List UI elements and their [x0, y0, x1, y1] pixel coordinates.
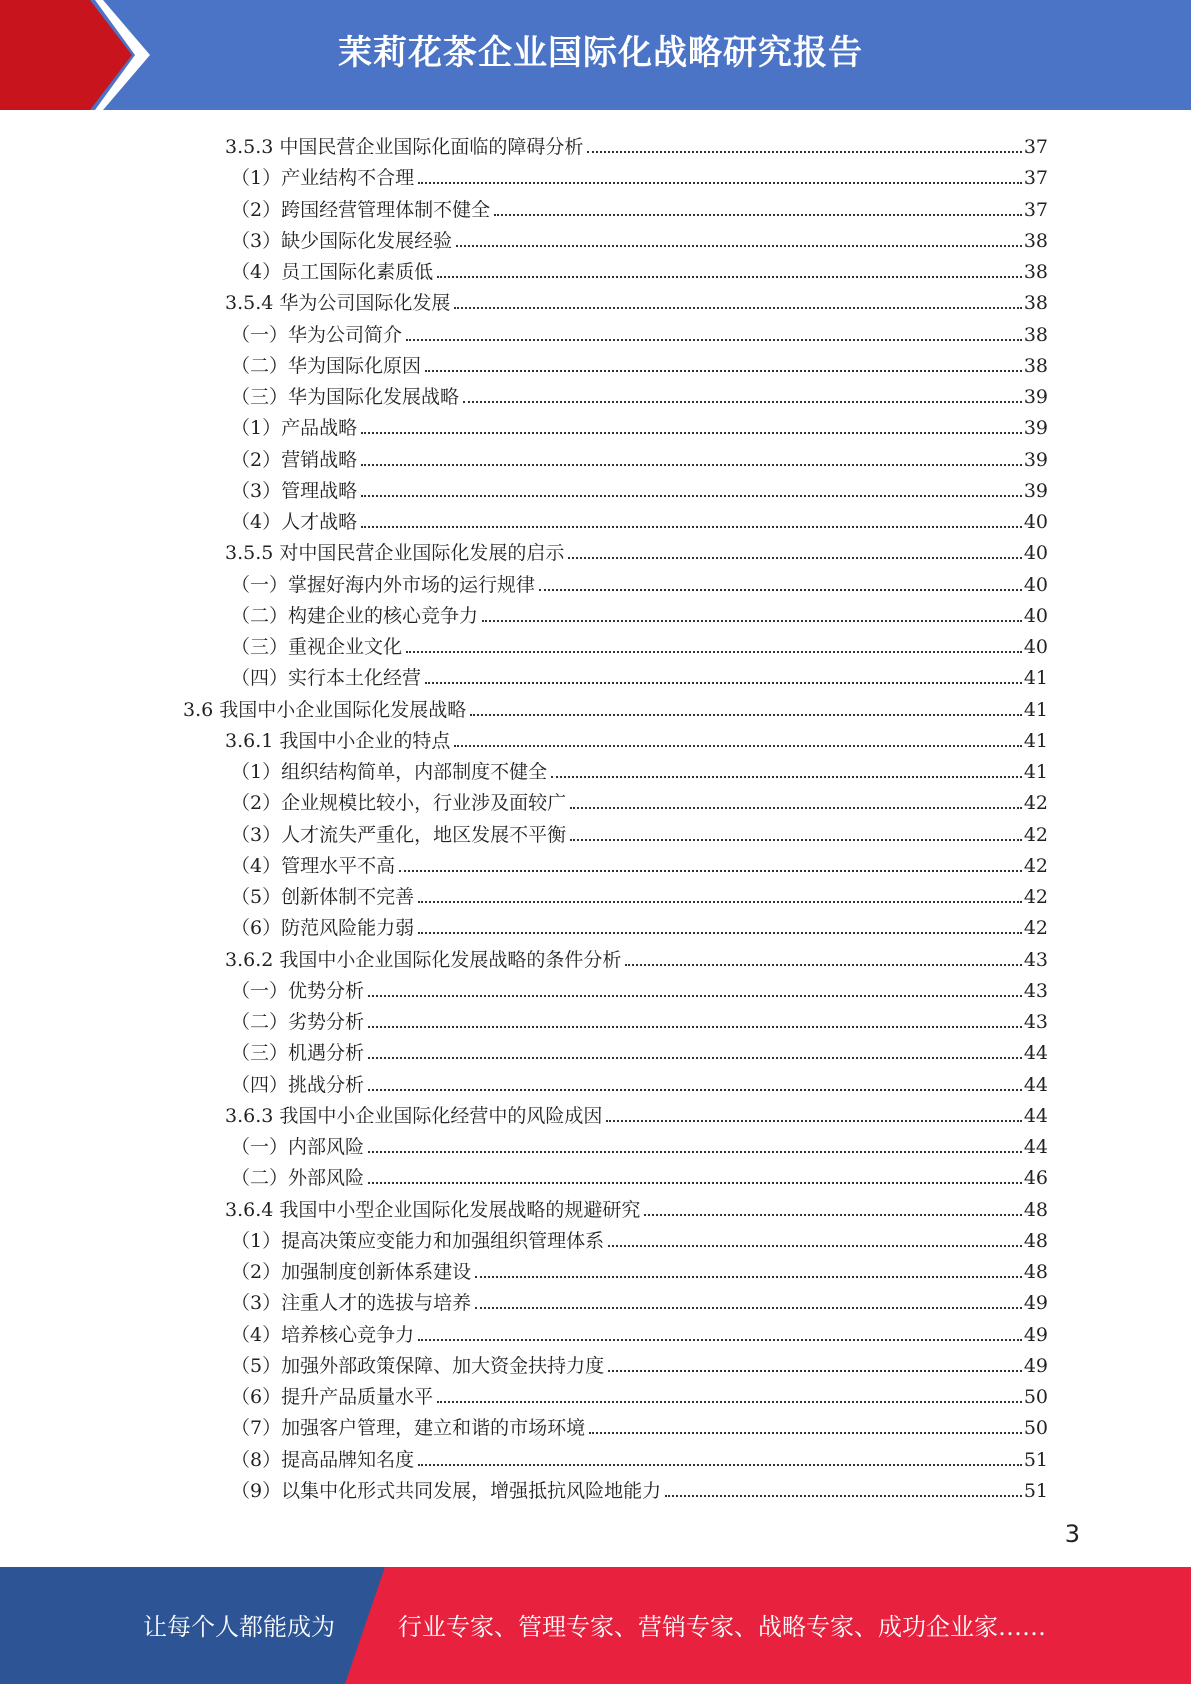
toc-dot-leader — [406, 651, 1022, 653]
toc-entry-title: （二）劣势分析 — [231, 1011, 365, 1033]
toc-entry[interactable] — [231, 1441, 1048, 1472]
toc-entry-page: 49 — [1023, 1323, 1048, 1346]
toc-entry-page: 39 — [1023, 386, 1048, 408]
toc-entry-page: 37 — [1023, 198, 1048, 221]
toc-entry-page: 40 — [1023, 604, 1048, 627]
toc-entry-page: 38 — [1023, 261, 1048, 283]
page-number: 3 — [1064, 1520, 1080, 1548]
toc-entry-title: （一）内部风险 — [231, 1136, 365, 1158]
toc-entry-title: 3.6 我国中小企业国际化发展战略 — [183, 698, 467, 721]
toc-entry-title: （二）构建企业的核心竞争力 — [231, 604, 479, 627]
footer-slogan-right: 行业专家、管理专家、营销专家、战略专家、成功企业家…… — [398, 1613, 1046, 1641]
toc-entry-title: （4）员工国际化素质低 — [231, 261, 434, 283]
toc-entry-title: （3）管理战略 — [231, 479, 358, 502]
toc-entry-page: 40 — [1023, 636, 1048, 658]
toc-entry-page: 41 — [1023, 698, 1048, 721]
toc-entry-title: （7）加强客户管理，建立和谐的市场环境 — [231, 1417, 586, 1440]
toc-dot-leader — [361, 432, 1022, 434]
toc-dot-leader — [368, 1151, 1022, 1153]
toc-dot-leader — [539, 589, 1022, 591]
toc-entry[interactable] — [231, 1472, 1048, 1503]
toc-entry-page: 41 — [1023, 729, 1048, 752]
toc-entry-title: （一）优势分析 — [231, 979, 365, 1002]
toc-entry-title: 3.6.4 我国中小型企业国际化发展战略的规避研究 — [225, 1198, 641, 1221]
toc-entry-page: 37 — [1023, 136, 1048, 158]
toc-dot-leader — [361, 526, 1022, 528]
toc-entry-page: 49 — [1023, 1354, 1048, 1377]
toc-entry-page: 44 — [1023, 1104, 1048, 1127]
toc-entry-title: （二）外部风险 — [231, 1167, 365, 1190]
toc-dot-leader — [368, 1182, 1022, 1184]
toc-dot-leader — [551, 776, 1022, 778]
toc-entry-title: （2）加强制度创新体系建设 — [231, 1261, 472, 1283]
toc-entry[interactable] — [231, 409, 1048, 440]
toc-entry-title: （三）机遇分析 — [231, 1042, 365, 1065]
toc-entry[interactable] — [231, 159, 1048, 190]
toc-dot-leader — [625, 964, 1021, 966]
toc-dot-leader — [570, 807, 1022, 809]
toc-entry-page: 44 — [1023, 1042, 1048, 1065]
toc-entry[interactable] — [231, 503, 1048, 534]
toc-entry[interactable] — [231, 347, 1048, 378]
toc-entry-title: （三）重视企业文化 — [231, 636, 403, 658]
toc-entry-page: 50 — [1023, 1417, 1048, 1440]
toc-entry-page: 39 — [1023, 448, 1048, 471]
toc-entry-title: 3.6.2 我国中小企业国际化发展战略的条件分析 — [225, 948, 622, 971]
toc-dot-leader — [568, 557, 1021, 559]
toc-entry[interactable] — [225, 1191, 1048, 1222]
toc-entry-page: 40 — [1023, 573, 1048, 596]
toc-dot-leader — [418, 182, 1022, 184]
toc-dot-leader — [368, 1057, 1022, 1059]
toc-dot-leader — [587, 151, 1021, 153]
toc-dot-leader — [475, 1307, 1022, 1309]
toc-entry-title: 3.5.5 对中国民营企业国际化发展的启示 — [225, 542, 565, 565]
toc-entry[interactable] — [231, 816, 1048, 847]
page-header — [0, 0, 1191, 110]
toc-dot-leader — [418, 932, 1022, 934]
toc-entry-page: 42 — [1023, 917, 1048, 940]
toc-entry-page: 48 — [1023, 1261, 1048, 1283]
toc-entry-page: 38 — [1023, 292, 1048, 315]
toc-entry-page: 42 — [1023, 823, 1048, 846]
toc-entry[interactable] — [225, 722, 1048, 753]
toc-entry-page: 44 — [1023, 1136, 1048, 1158]
toc-entry-title: （2）营销战略 — [231, 448, 358, 471]
toc-entry-page: 44 — [1023, 1073, 1048, 1096]
toc-dot-leader — [494, 214, 1022, 216]
toc-dot-leader — [608, 1245, 1022, 1247]
toc-dot-leader — [368, 1089, 1022, 1091]
toc-dot-leader — [418, 901, 1022, 903]
toc-dot-leader — [606, 1120, 1021, 1122]
toc-dot-leader — [665, 1495, 1022, 1497]
toc-entry-title: （5）加强外部政策保障、加大资金扶持力度 — [231, 1354, 605, 1377]
toc-entry[interactable] — [231, 1003, 1048, 1034]
toc-entry-title: 3.6.3 我国中小企业国际化经营中的风险成因 — [225, 1104, 603, 1127]
toc-dot-leader — [361, 464, 1022, 466]
toc-entry[interactable] — [231, 441, 1048, 472]
toc-entry-page: 49 — [1023, 1292, 1048, 1315]
toc-entry[interactable] — [231, 1284, 1048, 1315]
toc-entry[interactable] — [231, 191, 1048, 222]
toc-entry[interactable] — [225, 128, 1048, 159]
toc-entry-page: 43 — [1023, 1011, 1048, 1033]
toc-entry-title: （1）组织结构简单，内部制度不健全 — [231, 761, 548, 783]
toc-entry-page: 39 — [1023, 479, 1048, 502]
toc-dot-leader — [644, 1214, 1021, 1216]
toc-entry-page: 43 — [1023, 979, 1048, 1002]
toc-dot-leader — [418, 1464, 1022, 1466]
page-footer — [0, 1567, 1191, 1684]
toc-entry[interactable] — [231, 1034, 1048, 1065]
toc-entry[interactable] — [231, 1409, 1048, 1440]
toc-entry-title: （5）创新体制不完善 — [231, 886, 415, 908]
toc-entry-title: （4）人才战略 — [231, 511, 358, 533]
toc-entry[interactable] — [231, 1347, 1048, 1378]
toc-dot-leader — [418, 1339, 1022, 1341]
toc-dot-leader — [589, 1432, 1022, 1434]
toc-dot-leader — [399, 870, 1022, 872]
toc-dot-leader — [608, 1370, 1022, 1372]
toc-entry[interactable] — [183, 691, 1048, 722]
toc-entry[interactable] — [231, 659, 1048, 690]
toc-entry[interactable] — [231, 847, 1048, 878]
toc-entry[interactable] — [231, 878, 1048, 909]
toc-entry-title: （8）提高品牌知名度 — [231, 1448, 415, 1471]
toc-entry-title: （2）企业规模比较小，行业涉及面较广 — [231, 792, 567, 815]
toc-entry-page: 43 — [1023, 948, 1048, 971]
toc-entry[interactable] — [231, 1159, 1048, 1190]
toc-dot-leader — [425, 682, 1022, 684]
toc-entry-page: 42 — [1023, 886, 1048, 908]
toc-entry-title: （3）人才流失严重化，地区发展不平衡 — [231, 823, 567, 846]
toc-dot-leader — [406, 339, 1022, 341]
toc-entry[interactable] — [231, 253, 1048, 284]
toc-entry-title: （6）提升产品质量水平 — [231, 1386, 434, 1408]
toc-entry-page: 48 — [1023, 1198, 1048, 1221]
toc-entry[interactable] — [231, 316, 1048, 347]
toc-entry-title: （2）跨国经营管理体制不健全 — [231, 198, 491, 221]
toc-dot-leader — [368, 995, 1022, 997]
toc-entry-page: 42 — [1023, 854, 1048, 877]
toc-entry-page: 51 — [1023, 1479, 1048, 1502]
toc-entry[interactable] — [231, 972, 1048, 1003]
toc-entry[interactable] — [231, 1378, 1048, 1409]
toc-entry-title: （二）华为国际化原因 — [231, 354, 422, 377]
toc-entry-page: 40 — [1023, 542, 1048, 565]
toc-entry-page: 46 — [1023, 1167, 1048, 1190]
toc-entry-title: （6）防范风险能力弱 — [231, 917, 415, 940]
toc-entry-title: （9）以集中化形式共同发展，增强抵抗风险地能力 — [231, 1479, 662, 1502]
toc-entry[interactable] — [231, 784, 1048, 815]
toc-entry-title: （1）提高决策应变能力和加强组织管理体系 — [231, 1229, 605, 1252]
toc-entry-title: （3）缺少国际化发展经验 — [231, 229, 453, 252]
toc-entry-title: （4）管理水平不高 — [231, 854, 396, 877]
toc-entry-page: 37 — [1023, 167, 1048, 190]
toc-entry-title: （3）注重人才的选拔与培养 — [231, 1292, 472, 1315]
toc-dot-leader — [475, 1276, 1022, 1278]
toc-entry-page: 42 — [1023, 792, 1048, 815]
report-title: 茉莉花茶企业国际化战略研究报告 — [338, 33, 863, 73]
toc-entry[interactable] — [231, 597, 1048, 628]
toc-entry[interactable] — [231, 222, 1048, 253]
toc-entry-page: 38 — [1023, 323, 1048, 346]
toc-dot-leader — [437, 1401, 1022, 1403]
toc-entry-title: 3.6.1 我国中小企业的特点 — [225, 729, 451, 752]
toc-entry[interactable] — [231, 1316, 1048, 1347]
toc-dot-leader — [463, 401, 1022, 403]
footer-slogan-left: 让每个人都能成为 — [143, 1613, 335, 1641]
toc-entry-page: 51 — [1023, 1448, 1048, 1471]
toc-dot-leader — [454, 307, 1021, 309]
toc-entry-title: 3.5.3 中国民营企业国际化面临的障碍分析 — [225, 136, 584, 158]
toc-entry-page: 38 — [1023, 229, 1048, 252]
toc-dot-leader — [437, 276, 1022, 278]
toc-entry[interactable] — [231, 566, 1048, 597]
toc-entry-page: 41 — [1023, 667, 1048, 690]
toc-entry[interactable] — [231, 1222, 1048, 1253]
toc-entry-page: 40 — [1023, 511, 1048, 533]
toc-dot-leader — [482, 620, 1022, 622]
toc-entry-title: （一）掌握好海内外市场的运行规律 — [231, 573, 536, 596]
toc-entry-title: （1）产品战略 — [231, 417, 358, 440]
toc-entry-title: 3.5.4 华为公司国际化发展 — [225, 292, 451, 315]
toc-dot-leader — [570, 839, 1022, 841]
toc-entry[interactable] — [231, 628, 1048, 659]
toc-entry[interactable] — [231, 472, 1048, 503]
toc-entry[interactable] — [231, 753, 1048, 784]
toc-entry[interactable] — [225, 941, 1048, 972]
toc-entry-page: 41 — [1023, 761, 1048, 783]
toc-entry-title: （4）培养核心竞争力 — [231, 1323, 415, 1346]
toc-entry-page: 50 — [1023, 1386, 1048, 1408]
toc-dot-leader — [470, 714, 1022, 716]
toc-entry[interactable] — [231, 1253, 1048, 1284]
toc-entry-page: 48 — [1023, 1229, 1048, 1252]
toc-dot-leader — [425, 370, 1022, 372]
toc-dot-leader — [368, 1026, 1022, 1028]
toc-entry[interactable] — [225, 284, 1048, 315]
toc-dot-leader — [361, 495, 1022, 497]
toc-entry-title: （三）华为国际化发展战略 — [231, 386, 460, 408]
toc-entry-title: （四）挑战分析 — [231, 1073, 365, 1096]
toc-dot-leader — [456, 245, 1022, 247]
toc-entry[interactable] — [231, 1066, 1048, 1097]
toc-entry-title: （一）华为公司简介 — [231, 323, 403, 346]
toc-entry-page: 39 — [1023, 417, 1048, 440]
toc-entry-page: 38 — [1023, 354, 1048, 377]
toc-entry[interactable] — [231, 1128, 1048, 1159]
toc-entry[interactable] — [231, 909, 1048, 940]
toc-entry-title: （1）产业结构不合理 — [231, 167, 415, 190]
toc-entry[interactable] — [225, 1097, 1048, 1128]
toc-entry[interactable] — [231, 378, 1048, 409]
toc-dot-leader — [454, 745, 1021, 747]
toc-entry[interactable] — [225, 534, 1048, 565]
toc-entry-title: （四）实行本土化经营 — [231, 667, 422, 690]
